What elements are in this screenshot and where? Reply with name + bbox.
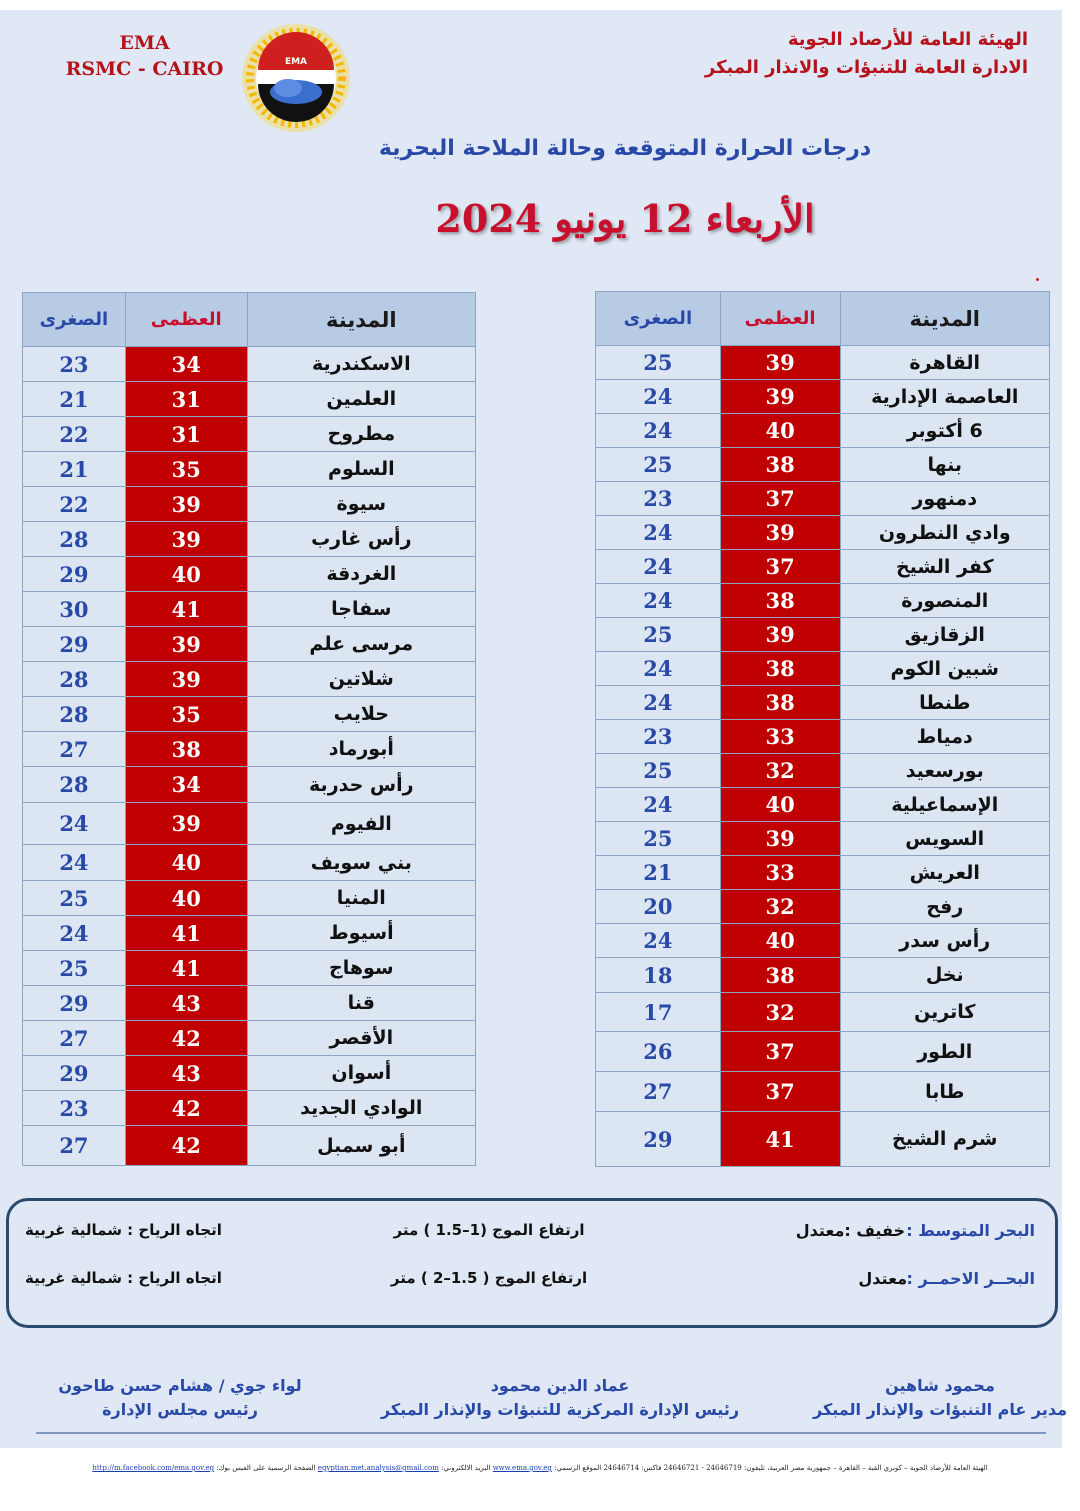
table-row [23, 382, 476, 417]
min-temp-cell: 30 [23, 592, 126, 627]
city-cell: شلاتين [247, 662, 475, 697]
max-temp-cell: 40 [720, 788, 840, 822]
med-wind-direction: اتجاه الرياح : شمالية غربية [25, 1221, 222, 1239]
city-cell: دمياط [840, 720, 1050, 754]
signature-center [370, 1374, 750, 1422]
footer-address: الهيئة العامة للأرصاد الجوية – كوبري القبة – القاهرة – جمهورية مصر العربية، تليفون: 24646719 - 24646721 فاكس: 24646714 الموقع الرسمي: [554, 1464, 988, 1472]
city-cell: رفح [840, 890, 1050, 924]
min-temp-cell: 22 [23, 487, 126, 522]
city-cell: بني سويف [247, 845, 475, 881]
city-cell: الوادي الجديد [247, 1091, 475, 1126]
city-cell: أسيوط [247, 916, 475, 951]
email-link[interactable]: egyptian.met.analysis@gmail.com [317, 1464, 439, 1472]
ema-label: EMA [119, 32, 170, 54]
table-row [23, 767, 476, 803]
signature-name: محمود شاهين [885, 1376, 995, 1395]
max-temp-cell: 33 [720, 720, 840, 754]
city-cell: شبين الكوم [840, 652, 1050, 686]
max-temp-cell: 41 [720, 1112, 840, 1167]
max-temp-cell: 32 [720, 754, 840, 788]
city-cell: السلوم [247, 452, 475, 487]
table-row [23, 697, 476, 732]
max-temp-cell: 34 [125, 347, 247, 382]
min-temp-cell: 27 [23, 732, 126, 767]
min-temp-cell: 25 [596, 754, 721, 788]
ema-logo-icon [240, 22, 352, 134]
table-row [596, 482, 1050, 516]
min-temp-cell: 26 [596, 1032, 721, 1072]
min-temp-cell: 24 [596, 516, 721, 550]
column-header-min: الصغرى [23, 293, 126, 347]
min-temp-cell: 24 [23, 845, 126, 881]
max-temp-cell: 37 [720, 1072, 840, 1112]
city-cell: سفاجا [247, 592, 475, 627]
agency-name [608, 26, 1028, 82]
table-row [23, 916, 476, 951]
city-cell: أبو سمبل [247, 1126, 475, 1166]
red-sea-row [9, 1269, 1055, 1299]
min-temp-cell: 28 [23, 522, 126, 557]
signature-name: عماد الدين محمود [490, 1376, 630, 1395]
table-row [596, 754, 1050, 788]
temperature-table-right [595, 291, 1050, 1167]
red-sea-name: البحــر الاحمــر : [906, 1269, 1035, 1288]
facebook-link[interactable]: http://m.facebook.com/ema.gov.eg [92, 1464, 215, 1472]
table-row [596, 550, 1050, 584]
city-cell: كفر الشيخ [840, 550, 1050, 584]
max-temp-cell: 33 [720, 856, 840, 890]
city-cell: العاصمة الإدارية [840, 380, 1050, 414]
table-row [23, 1056, 476, 1091]
min-temp-cell: 27 [23, 1126, 126, 1166]
table-row [596, 822, 1050, 856]
table-row [23, 662, 476, 697]
city-cell: سوهاج [247, 951, 475, 986]
min-temp-cell: 23 [596, 482, 721, 516]
city-cell: الفيوم [247, 803, 475, 845]
table-row [596, 618, 1050, 652]
table-row [23, 487, 476, 522]
max-temp-cell: 42 [125, 1126, 247, 1166]
column-header-max: العظمى [720, 292, 840, 346]
max-temp-cell: 41 [125, 951, 247, 986]
table-row [596, 414, 1050, 448]
table-row [596, 652, 1050, 686]
city-cell: حلايب [247, 697, 475, 732]
signature-title: رئيس الإدارة المركزية للتنبؤات والإنذار المبكر [380, 1400, 740, 1419]
max-temp-cell: 42 [125, 1021, 247, 1056]
max-temp-cell: 40 [125, 881, 247, 916]
rsmc-label: RSMC - CAIRO [65, 58, 224, 80]
table-row [23, 557, 476, 592]
signature-right [760, 1374, 1080, 1422]
min-temp-cell: 24 [596, 414, 721, 448]
city-cell: الأقصر [247, 1021, 475, 1056]
min-temp-cell: 24 [596, 550, 721, 584]
table-row [23, 881, 476, 916]
red-wave-height: ارتفاع الموج ( 1.5–2 ) متر [390, 1269, 588, 1287]
max-temp-cell: 40 [720, 924, 840, 958]
table-row [23, 417, 476, 452]
city-cell: بورسعيد [840, 754, 1050, 788]
max-temp-cell: 42 [125, 1091, 247, 1126]
max-temp-cell: 37 [720, 550, 840, 584]
min-temp-cell: 27 [596, 1072, 721, 1112]
min-temp-cell: 21 [596, 856, 721, 890]
logo-text: EMA [284, 57, 308, 67]
min-temp-cell: 25 [23, 951, 126, 986]
column-header-max: العظمى [125, 293, 247, 347]
table-row [23, 592, 476, 627]
red-sea-state: معتدل [858, 1269, 907, 1288]
med-wave-height: ارتفاع الموج (1–1.5 ) متر [393, 1221, 585, 1239]
min-temp-cell: 17 [596, 993, 721, 1032]
ema-header [62, 30, 227, 82]
city-cell: الزقازيق [840, 618, 1050, 652]
column-header-min: الصغرى [596, 292, 721, 346]
max-temp-cell: 34 [125, 767, 247, 803]
divider [36, 1432, 1046, 1434]
city-cell: القاهرة [840, 346, 1050, 380]
max-temp-cell: 40 [125, 845, 247, 881]
agency-line-2: الادارة العامة للتنبؤات والانذار المبكر [704, 57, 1028, 78]
table-row [596, 448, 1050, 482]
max-temp-cell: 32 [720, 890, 840, 924]
city-cell: طنطا [840, 686, 1050, 720]
city-cell: دمنهور [840, 482, 1050, 516]
max-temp-cell: 41 [125, 592, 247, 627]
city-cell: رأس حدربة [247, 767, 475, 803]
marine-conditions-box [6, 1198, 1058, 1328]
min-temp-cell: 29 [23, 557, 126, 592]
table-row [23, 452, 476, 487]
max-temp-cell: 39 [720, 618, 840, 652]
min-temp-cell: 28 [23, 767, 126, 803]
table-row [23, 1021, 476, 1056]
table-row [23, 803, 476, 845]
table-row [23, 522, 476, 557]
max-temp-cell: 41 [125, 916, 247, 951]
max-temp-cell: 37 [720, 482, 840, 516]
city-cell: رأس غارب [247, 522, 475, 557]
table-row [596, 1112, 1050, 1167]
city-cell: المنصورة [840, 584, 1050, 618]
city-cell: العلمين [247, 382, 475, 417]
min-temp-cell: 25 [596, 822, 721, 856]
city-cell: مرسى علم [247, 627, 475, 662]
page-title: درجات الحرارة المتوقعة وحالة الملاحة البحرية [378, 136, 872, 161]
table-row [23, 951, 476, 986]
table-row [596, 1072, 1050, 1112]
email-label: البريد الالكتروني: [441, 1464, 491, 1472]
table-row [23, 845, 476, 881]
max-temp-cell: 39 [125, 662, 247, 697]
min-temp-cell: 24 [596, 652, 721, 686]
city-cell: أسوان [247, 1056, 475, 1091]
city-cell: شرم الشيخ [840, 1112, 1050, 1167]
city-cell: المنيا [247, 881, 475, 916]
city-cell: العريش [840, 856, 1050, 890]
min-temp-cell: 24 [23, 916, 126, 951]
min-temp-cell: 24 [596, 686, 721, 720]
table-row [23, 732, 476, 767]
table-row [596, 1032, 1050, 1072]
city-cell: طابا [840, 1072, 1050, 1112]
min-temp-cell: 24 [596, 924, 721, 958]
max-temp-cell: 35 [125, 452, 247, 487]
min-temp-cell: 29 [23, 1056, 126, 1091]
max-temp-cell: 38 [720, 958, 840, 993]
min-temp-cell: 24 [596, 380, 721, 414]
table-row [596, 993, 1050, 1032]
max-temp-cell: 43 [125, 986, 247, 1021]
table-row [23, 627, 476, 662]
min-temp-cell: 25 [596, 346, 721, 380]
city-cell: سيوة [247, 487, 475, 522]
max-temp-cell: 39 [125, 627, 247, 662]
min-temp-cell: 27 [23, 1021, 126, 1056]
min-temp-cell: 18 [596, 958, 721, 993]
facebook-label: الصفحة الرسمية على الفيس بوك: [216, 1464, 316, 1472]
min-temp-cell: 23 [23, 1091, 126, 1126]
max-temp-cell: 31 [125, 382, 247, 417]
max-temp-cell: 38 [720, 584, 840, 618]
min-temp-cell: 21 [23, 382, 126, 417]
city-cell: كاترين [840, 993, 1050, 1032]
min-temp-cell: 24 [596, 788, 721, 822]
min-temp-cell: 22 [23, 417, 126, 452]
table-row [596, 686, 1050, 720]
city-cell: مطروح [247, 417, 475, 452]
min-temp-cell: 24 [596, 584, 721, 618]
max-temp-cell: 39 [125, 522, 247, 557]
max-temp-cell: 39 [720, 822, 840, 856]
table-row [596, 720, 1050, 754]
temperature-table-left [22, 292, 476, 1166]
max-temp-cell: 38 [720, 686, 840, 720]
min-temp-cell: 25 [596, 448, 721, 482]
table-row [596, 584, 1050, 618]
signature-left [0, 1374, 360, 1422]
red-wind-direction: اتجاه الرياح : شمالية غربية [25, 1269, 222, 1287]
min-temp-cell: 29 [23, 627, 126, 662]
table-row [23, 1126, 476, 1166]
city-cell: نخل [840, 958, 1050, 993]
min-temp-cell: 29 [596, 1112, 721, 1167]
med-sea-state: خفيف :معتدل [795, 1221, 905, 1240]
min-temp-cell: 23 [23, 347, 126, 382]
footer [60, 1464, 1020, 1472]
med-sea-name: البحر المتوسط : [906, 1221, 1035, 1240]
max-temp-cell: 35 [125, 697, 247, 732]
city-cell: الإسماعيلية [840, 788, 1050, 822]
min-temp-cell: 23 [596, 720, 721, 754]
max-temp-cell: 40 [125, 557, 247, 592]
min-temp-cell: 28 [23, 662, 126, 697]
city-cell: بنها [840, 448, 1050, 482]
table-row [23, 1091, 476, 1126]
min-temp-cell: 24 [23, 803, 126, 845]
city-cell: قنا [247, 986, 475, 1021]
max-temp-cell: 39 [720, 516, 840, 550]
max-temp-cell: 38 [720, 448, 840, 482]
min-temp-cell: 29 [23, 986, 126, 1021]
signature-name: لواء جوي / هشام حسن طاحون [58, 1376, 302, 1395]
table-row [596, 856, 1050, 890]
city-cell: الطور [840, 1032, 1050, 1072]
max-temp-cell: 40 [720, 414, 840, 448]
city-cell: الاسكندرية [247, 347, 475, 382]
max-temp-cell: 32 [720, 993, 840, 1032]
website-link[interactable]: www.ema.gov.eg [492, 1464, 552, 1472]
table-row [596, 516, 1050, 550]
table-row [596, 788, 1050, 822]
forecast-date: الأربعاء 12 يونيو 2024 [435, 196, 815, 241]
table-row [23, 986, 476, 1021]
max-temp-cell: 38 [125, 732, 247, 767]
max-temp-cell: 37 [720, 1032, 840, 1072]
city-cell: السويس [840, 822, 1050, 856]
mediterranean-row [9, 1221, 1055, 1251]
min-temp-cell: 25 [23, 881, 126, 916]
min-temp-cell: 20 [596, 890, 721, 924]
agency-line-1: الهيئة العامة للأرصاد الجوية [787, 29, 1028, 50]
max-temp-cell: 38 [720, 652, 840, 686]
signature-title: رئيس مجلس الإدارة [102, 1400, 258, 1419]
max-temp-cell: 43 [125, 1056, 247, 1091]
min-temp-cell: 25 [596, 618, 721, 652]
city-cell: وادي النطرون [840, 516, 1050, 550]
min-temp-cell: 21 [23, 452, 126, 487]
max-temp-cell: 39 [125, 803, 247, 845]
red-dot [1036, 278, 1039, 281]
city-cell: أبورماد [247, 732, 475, 767]
city-cell: 6 أكتوبر [840, 414, 1050, 448]
city-cell: رأس سدر [840, 924, 1050, 958]
city-cell: الغردقة [247, 557, 475, 592]
max-temp-cell: 39 [125, 487, 247, 522]
min-temp-cell: 28 [23, 697, 126, 732]
table-row [596, 924, 1050, 958]
max-temp-cell: 39 [720, 346, 840, 380]
max-temp-cell: 39 [720, 380, 840, 414]
table-row [596, 346, 1050, 380]
column-header-city: المدينة [840, 292, 1050, 346]
table-row [23, 347, 476, 382]
signature-title: مدير عام التنبؤات والإنذار المبكر [812, 1400, 1068, 1419]
table-row [596, 958, 1050, 993]
table-row [596, 890, 1050, 924]
column-header-city: المدينة [247, 293, 475, 347]
table-row [596, 380, 1050, 414]
max-temp-cell: 31 [125, 417, 247, 452]
